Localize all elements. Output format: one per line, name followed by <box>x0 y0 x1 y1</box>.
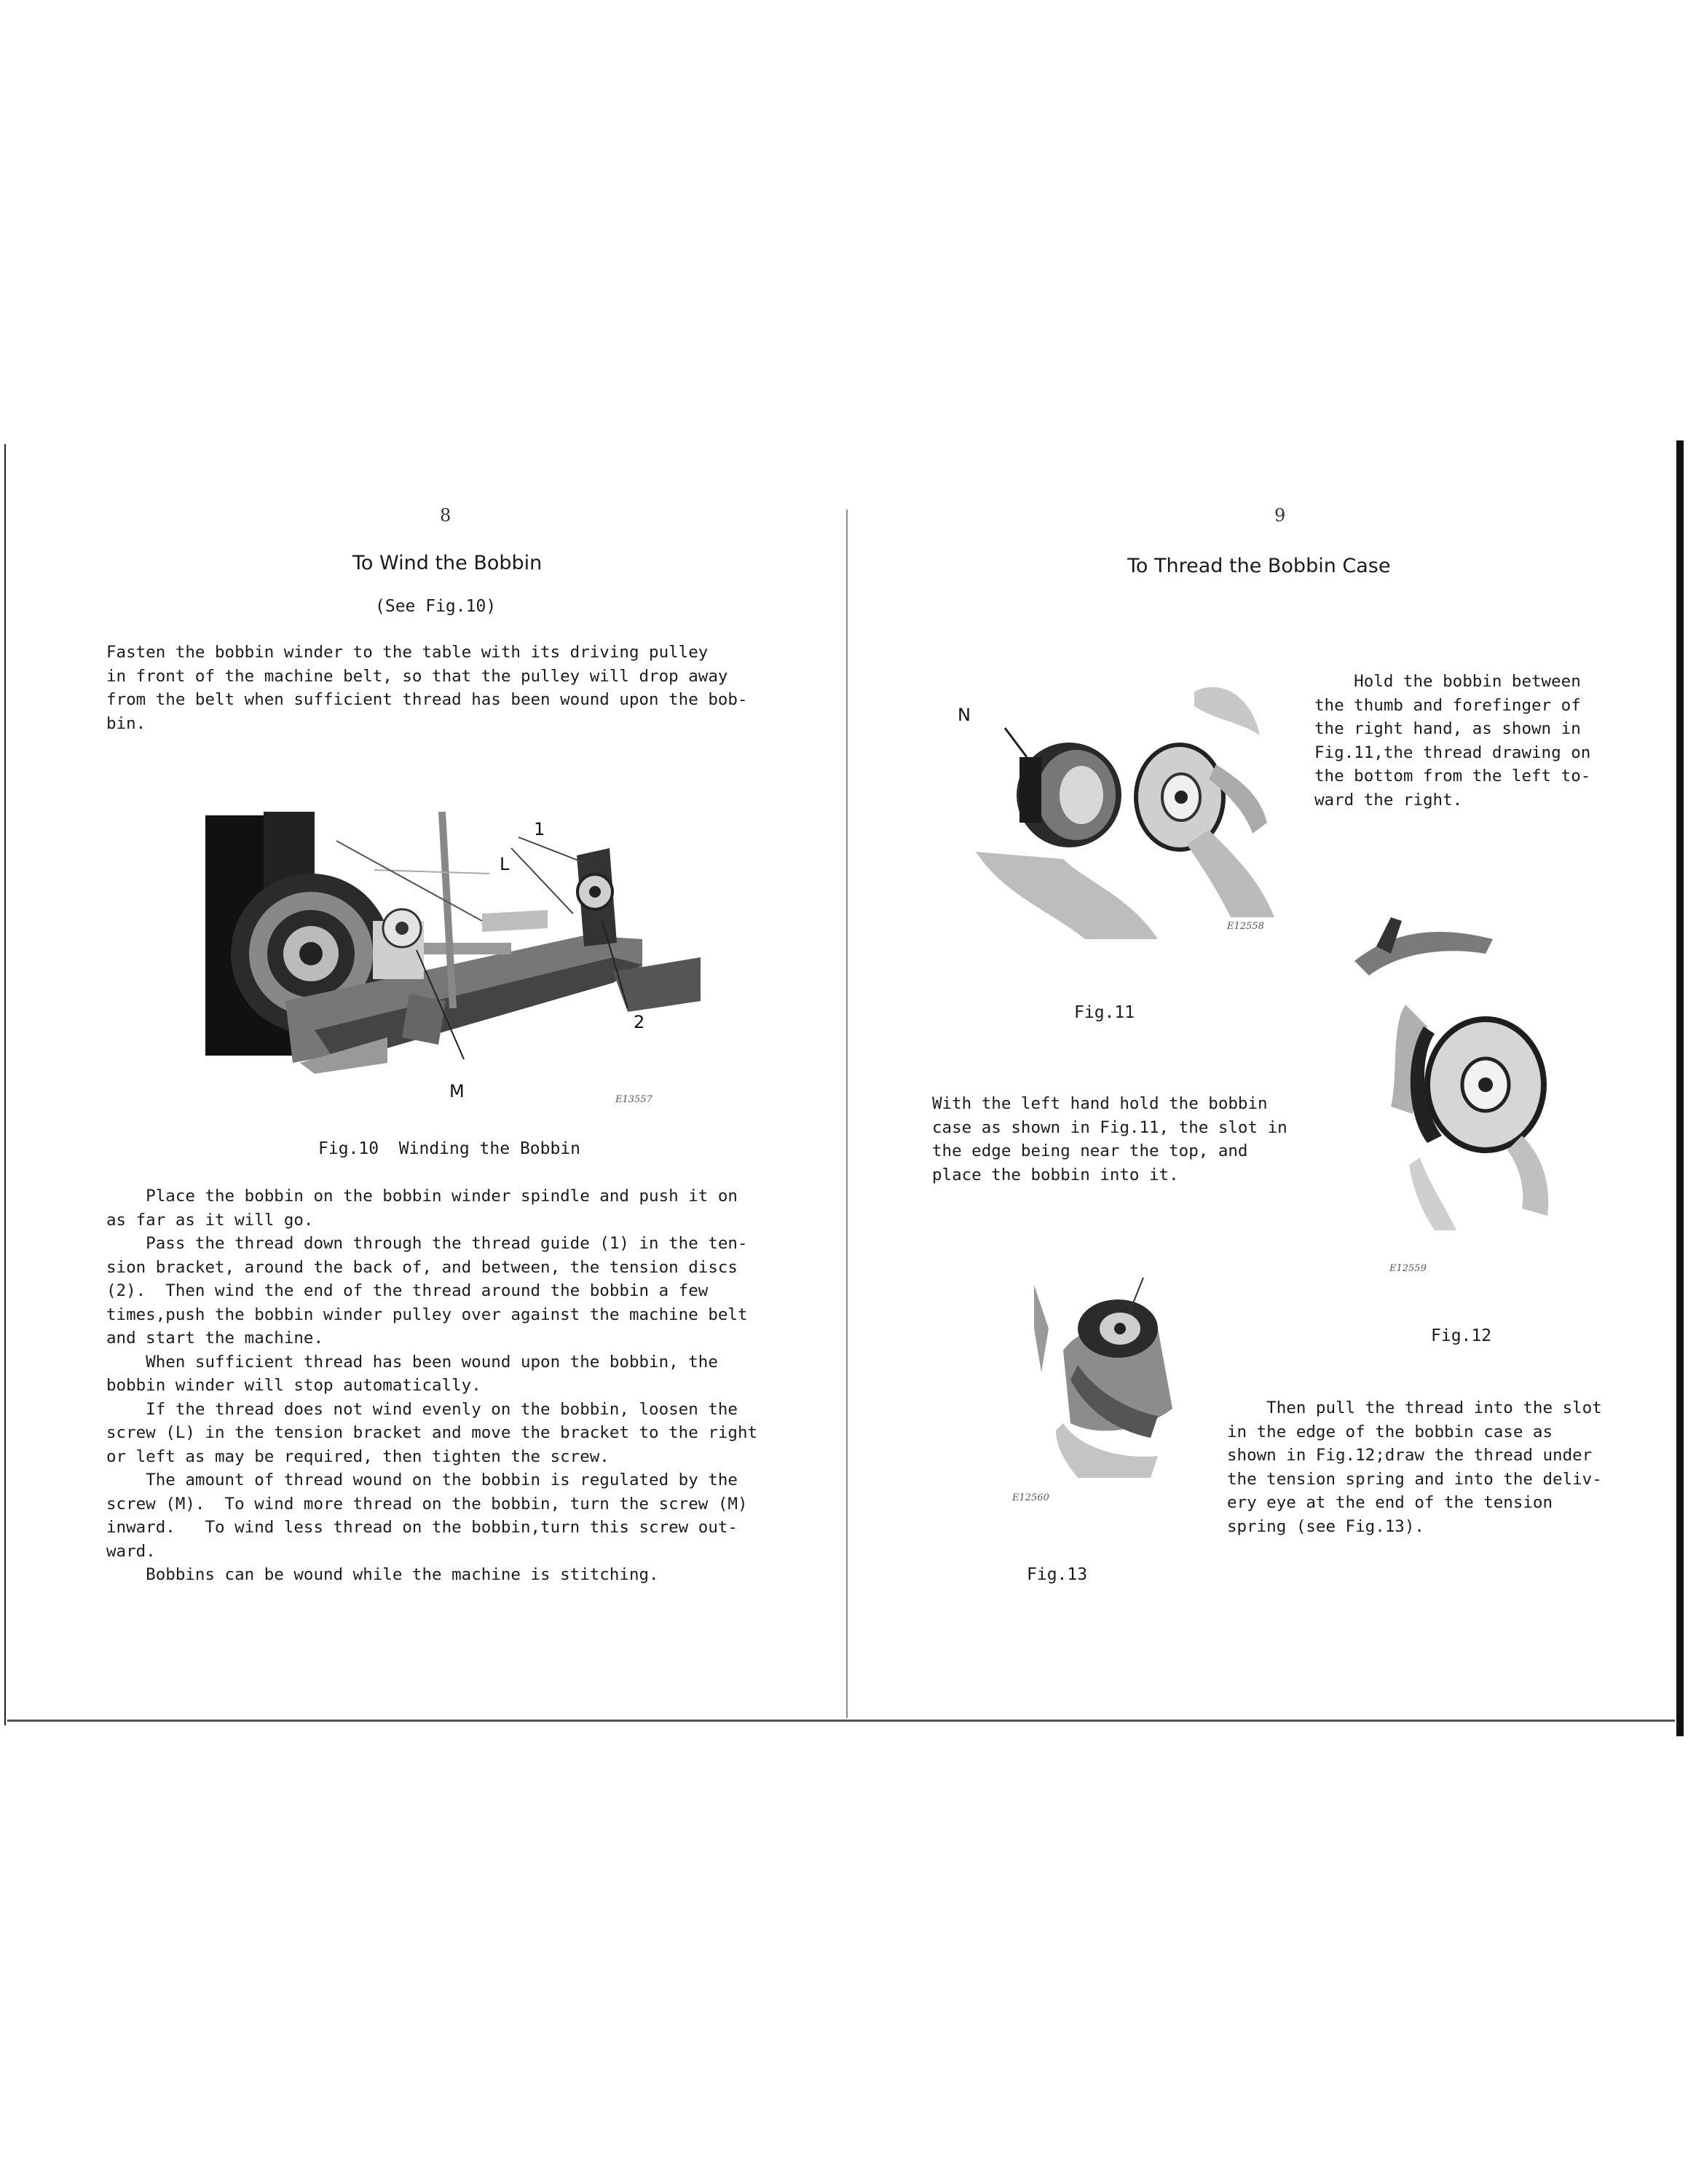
text-line: spring (see Fig.13). <box>1227 1516 1424 1536</box>
text-line: Pass the thread down through the thread guide (1) in the ten- <box>106 1234 748 1253</box>
text-line: screw (L) in the tension bracket and move the bracket to the right <box>106 1423 758 1442</box>
text-line: case as shown in Fig.11, the slot in <box>932 1117 1287 1137</box>
text-line: If the thread does not wind evenly on the bobbin, loosen the <box>106 1399 738 1419</box>
body-paragraphs <box>106 1184 757 1587</box>
intro-paragraph <box>106 641 748 735</box>
text-line: Place the bobbin on the bobbin winder spindle and push it on <box>106 1187 738 1206</box>
text-line: The amount of thread wound on the bobbin is regulated by the <box>106 1471 738 1489</box>
page-number-left: 8 <box>440 505 451 526</box>
text-line: ward the right. <box>1314 790 1463 810</box>
figure-12-thread-slot-image <box>1347 917 1566 1238</box>
figure-11-bobbin-and-case-image <box>976 677 1296 939</box>
text-line: shown in Fig.12;draw the thread under <box>1227 1446 1593 1465</box>
bottom-edge-line <box>7 1720 1675 1722</box>
center-gutter-line <box>846 510 848 1718</box>
text-line: (2). Then wind the end of the thread around the bobbin a few <box>106 1281 709 1300</box>
text-line: screw (M). To wind more thread on the bobbin, turn the screw (M) <box>106 1494 748 1514</box>
fig13-caption: Fig.13 <box>1027 1565 1088 1584</box>
fig12-caption: Fig.12 <box>1431 1326 1492 1345</box>
fig10-caption: Fig.10 Winding the Bobbin <box>318 1139 581 1158</box>
text-line: bin. <box>106 713 146 733</box>
see-fig10-ref: (See Fig.10) <box>375 597 497 616</box>
right-edge-bar <box>1676 440 1684 1736</box>
fig10-label-2: 2 <box>634 1012 645 1032</box>
fig10-label-l: L <box>500 854 510 874</box>
text-line: With the left hand hold the bobbin <box>932 1094 1268 1113</box>
bobbin-case-illustration <box>976 677 1296 939</box>
text-line: Fasten the bobbin winder to the table with its driving pulley <box>106 643 709 662</box>
fig11-catalog-code: E12558 <box>1227 921 1264 932</box>
fig12-catalog-code: E12559 <box>1389 1263 1427 1274</box>
text-line: in the edge of the bobbin case as <box>1227 1422 1553 1441</box>
fig11-caption: Fig.11 <box>1074 1003 1135 1022</box>
fig10-label-m: M <box>449 1081 465 1101</box>
text-line: ery eye at the end of the tension <box>1227 1493 1553 1512</box>
text-line: Fig.11,the thread drawing on <box>1314 743 1591 762</box>
bobbin-case-slot-illustration <box>1347 917 1566 1238</box>
text-line: or left as may be required, then tighten the screw. <box>106 1447 610 1466</box>
text-line: the tension spring and into the deliv- <box>1227 1469 1602 1489</box>
paragraph-hold-bobbin <box>1314 670 1590 812</box>
right-page-title: To Thread the Bobbin Case <box>1127 555 1391 577</box>
paragraph-left-hand <box>932 1092 1287 1187</box>
text-line: ward. <box>106 1541 156 1561</box>
text-line: the edge being near the top, and <box>932 1142 1248 1160</box>
text-line: Hold the bobbin between <box>1314 672 1581 691</box>
page-number-right: 9 <box>1274 505 1286 526</box>
text-line: and start the machine. <box>106 1329 324 1348</box>
text-line: as far as it will go. <box>106 1210 314 1230</box>
text-line: When sufficient thread has been wound upon the bobbin, the <box>106 1352 718 1372</box>
bobbin-winder-illustration <box>205 812 701 1088</box>
text-line: the right hand, as shown in <box>1314 719 1581 738</box>
fig10-catalog-code: E13557 <box>615 1094 652 1105</box>
text-line: Then pull the thread into the slot <box>1227 1398 1602 1417</box>
text-line: bobbin winder will stop automatically. <box>106 1376 481 1395</box>
text-line: from the belt when sufficient thread has been wound upon the bob- <box>106 690 748 709</box>
figure-13-delivery-eye-image <box>1034 1263 1191 1478</box>
text-line: Bobbins can be wound while the machine is stitching. <box>106 1565 659 1584</box>
text-line: sion bracket, around the back of, and between, the tension discs <box>106 1257 738 1277</box>
tension-spring-illustration <box>1034 1263 1191 1478</box>
left-edge-line <box>4 444 6 1725</box>
paragraph-thread-slot <box>1227 1396 1602 1538</box>
figure-10-bobbin-winder-image <box>205 812 701 1088</box>
text-line: in front of the machine belt, so that the pulley will drop away <box>106 666 728 686</box>
left-page-title: To Wind the Bobbin <box>352 552 543 574</box>
text-line: the thumb and forefinger of <box>1314 695 1581 715</box>
text-line: inward. To wind less thread on the bobbin,turn this screw out- <box>106 1518 738 1537</box>
text-line: times,push the bobbin winder pulley over against the machine belt <box>106 1305 748 1324</box>
fig11-label-n: N <box>958 705 971 725</box>
text-line: the bottom from the left to- <box>1314 767 1591 786</box>
fig13-catalog-code: E12560 <box>1012 1492 1049 1503</box>
text-line: place the bobbin into it. <box>932 1165 1179 1184</box>
fig10-label-1: 1 <box>534 819 545 839</box>
